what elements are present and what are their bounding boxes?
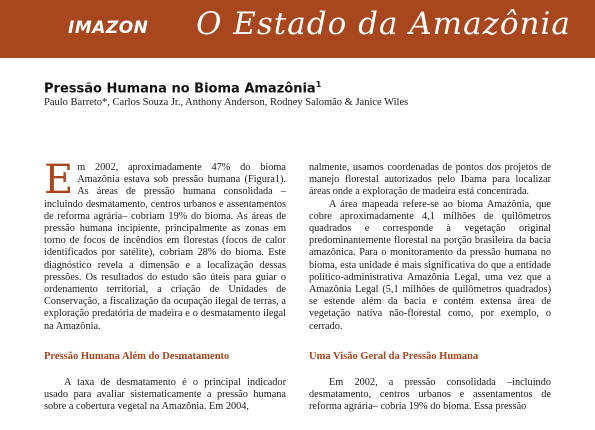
- publication-title: O Estado da Amazônia: [196, 6, 571, 42]
- authors-line: Paulo Barreto*, Carlos Souza Jr., Anthony Anderson, Rodney Salomão & Janice Wiles: [44, 97, 409, 108]
- intro-paragraph: [44, 157, 286, 333]
- header-banner: [0, 0, 595, 58]
- drop-cap: E: [44, 157, 74, 203]
- paragraph-deforestation: A taxa de desmatamento é o principal indicador usado para avaliar sistematicamente a pressão humana sobre a cobertura vegetal na Amazônia. Em 2004,: [44, 377, 286, 413]
- paragraph-overview: Em 2002, a pressão consolidada –incluindo desmatamento, centros urbanos e assentamentos de reforma agrária– cobria 19% do bioma. Essa pressão: [309, 377, 551, 413]
- paragraph-mapped-area: A área mapeada refere-se ao bioma Amazônia, que cobre aproximadamente 4,1 milhões de quilômetros quadrados e corresponde à vegetação original predominantemente florestal na porção brasileira da bacia amazônica. Para o monitoramento da pressão humana no bioma, esta unidade é mais significativa do que a entidade político-administrativa Amazônia Legal, uma vez que a Amazônia Legal (5,1 milhões de quilômetros quadrados) se estende além da bacia e contém extensa área de vegetação nativa não-florestal como, por exemplo, o cerrado.: [309, 198, 551, 332]
- section-heading-pressure: Pressão Humana Além do Desmatamento: [44, 350, 230, 362]
- section-heading-overview: Uma Visão Geral da Pressão Humana: [309, 350, 479, 362]
- brand-logo: IMAZON: [68, 18, 149, 38]
- footnote-marker: 1: [315, 80, 322, 89]
- article-title-text: Pressão Humana no Bioma Amazônia: [44, 81, 316, 97]
- left-column: [44, 157, 286, 414]
- article-title: [44, 80, 321, 96]
- intro-text: m 2002, aproximadamente 47% do bioma Amazônia estava sob pressão humana (Figura1). As áreas de pressão humana consolidada –incluindo desmatamento, centros urbanos e assentamentos de reforma agrária– cobriam 19% do bioma. As áreas de pressão humana incipiente, principalmente as zonas em torno de focos de incêndios em florestas (focos de calor identificados por satélite), cobriam 28% do bioma. Este diagnóstico revela a dimensão e a localização dessas pressões. Os resultados do estudo são úteis para guiar o ordenamento territorial, a criação de Unidades de Conservação, a fiscalização da ocupação ilegal de terras, a exploração predatória de madeira e o desmatamento ilegal na Amazônia.: [44, 162, 286, 332]
- right-column: [309, 162, 551, 414]
- paragraph-continuation: nalmente, usamos coordenadas de pontos dos projetos de manejo florestal autorizados pelo Ibama para localizar áreas onde a exploração de madeira está concentrada.: [309, 162, 551, 198]
